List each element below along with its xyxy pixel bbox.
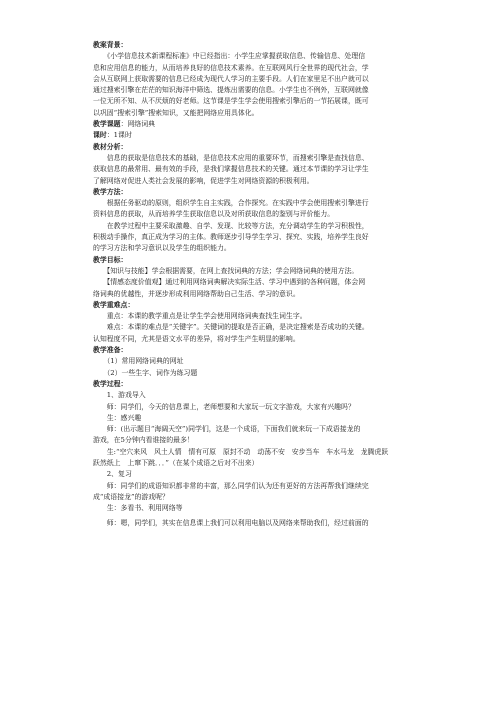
text-line: 教学准备： (93, 346, 128, 355)
text-line: 师：同学们的成语知识都非常的丰富，那么同学们认为还有更好的方法再帮我们继续完 (93, 481, 369, 490)
text-line (93, 119, 405, 130)
text-line: 在教学过程中主要采取激趣、自学、发现、比较等方法，充分调动学生的学习积极性， (93, 221, 369, 230)
text-line: 资料信息的获取，从而培养学生获取信息以及对所获取信息的鉴别与评价能力。 (93, 210, 335, 219)
text-line: 获取信息的最常用、最有效的手段，是我们掌握信息技术的关键。通过本节课的学习让学生 (93, 165, 369, 174)
text-line: 息和应用信息的能力，从而培养良好的信息技术素养。在互联网风行全世界的现代社会，学 (93, 63, 369, 72)
text-line: 认知程度不同，尤其是语文水平的差异，将对学生产生明显的影响。 (93, 334, 300, 343)
text-line: 师：(出示题目“海阔天空”)同学们，这是一个成语，下面我们就来玩一下成语接龙的 (93, 425, 361, 434)
text-line: 络词典的优越性，并逐步形成利用网络帮助自己生活、学习的意识。 (93, 289, 300, 298)
text-line: 成“成语接龙”的游戏呢？ (93, 492, 169, 501)
text-line: 【知识与技能】学会根据需要，在网上查找词典的方法；学会网络词典的使用方法。 (93, 266, 359, 275)
field-label: 教学课题 (93, 120, 121, 129)
field-value: ：网络词典 (120, 120, 156, 129)
text-line: 2、复习 (93, 470, 132, 479)
text-line: 教材分析： (93, 142, 128, 151)
text-line: 1、游戏导入 (93, 391, 146, 400)
text-line: 生：多看书、利用网络等 (93, 504, 183, 513)
text-line: 游戏，在5分钟内看谁接的最多！ (93, 436, 194, 445)
text-line: 以巩固“搜索引擎”搜索知识，又能把网络应用具体化。 (93, 108, 259, 117)
text-line: （2）一些生字、词作为练习题 (93, 368, 198, 377)
text-line: 教学方法： (93, 187, 128, 196)
text-line: 教学重难点： (93, 300, 135, 309)
text-line: 《小学信息技术新课程标准》中已经指出：小学生应掌握获取信息、传输信息、处理信 (93, 52, 366, 61)
text-line: 的学习方法和学习意识以及学生的组织能力。 (93, 244, 231, 253)
text-line: 跃然纸上 上窜下跳．．．”（在某个成语之后对不出来） (93, 458, 259, 467)
text-line: 教案背景： (93, 41, 128, 49)
text-line: 难点：本课的难点是“关键字”。关键词的提取是否正确，是决定搜索是否成功的关键。 (93, 323, 369, 332)
text-line: 【情感态度价值观】通过利用网络词典解决实际生活、学习中遇到的各种问题，体会网 (93, 278, 366, 287)
text-line: 了解网络对促进人类社会发展的影响，促进学生对网络资源的积极利用。 (93, 176, 314, 185)
text-line: 积极动手操作，真正成为学习的主体。教师逐步引导学生学习、探究、实践，培养学生良好 (93, 233, 369, 242)
text-line: 生：感兴趣 (93, 413, 142, 422)
text-line: 根据任务驱动的原则，组织学生自主实践，合作探究。在实践中学会使用搜索引擎进行 (93, 199, 369, 208)
field-value: ：1课时 (106, 131, 132, 140)
document-page (93, 40, 405, 530)
text-line: 生:“空穴来风 风土人情 情有可原 原封不动 动荡不安 安步当车 车水马龙 龙腾虎跃 (93, 447, 389, 456)
text-line: 师：同学们，今天的信息课上，老师想要和大家玩一玩文字游戏，大家有兴趣吗？ (93, 402, 355, 411)
text-line: 教学过程： (93, 379, 128, 388)
text-line: 重点：本课的教学重点是让学生学会使用网络词典查找生词生字。 (93, 312, 307, 321)
field-label: 课时 (93, 131, 107, 140)
text-line: 教学目标： (93, 255, 128, 264)
text-line: 会从互联网上获取需要的信息已经成为现代人学习的主要手段。人们在家里足不出户就可以 (93, 74, 369, 83)
text-line: 信息的获取是信息技术的基础，是信息技术应用的重要环节，而搜索引擎是查找信息、 (93, 153, 369, 162)
text-line: 师：嗯，同学们，其实在信息课上我们可以利用电脑以及网络来帮助我们，经过前面的 (93, 519, 369, 528)
text-line: （1）常用网络词典的网址 (93, 357, 184, 366)
text-line: 通过搜索引擎在茫茫的知识海洋中筛选、提炼出需要的信息。小学生也不例外，互联网就像 (93, 86, 369, 95)
text-line (93, 130, 405, 141)
text-line: 一位无所不知、从不厌烦的好老师。这节课是学生学会使用搜索引擎后的一节拓展课，既可 (93, 97, 369, 106)
